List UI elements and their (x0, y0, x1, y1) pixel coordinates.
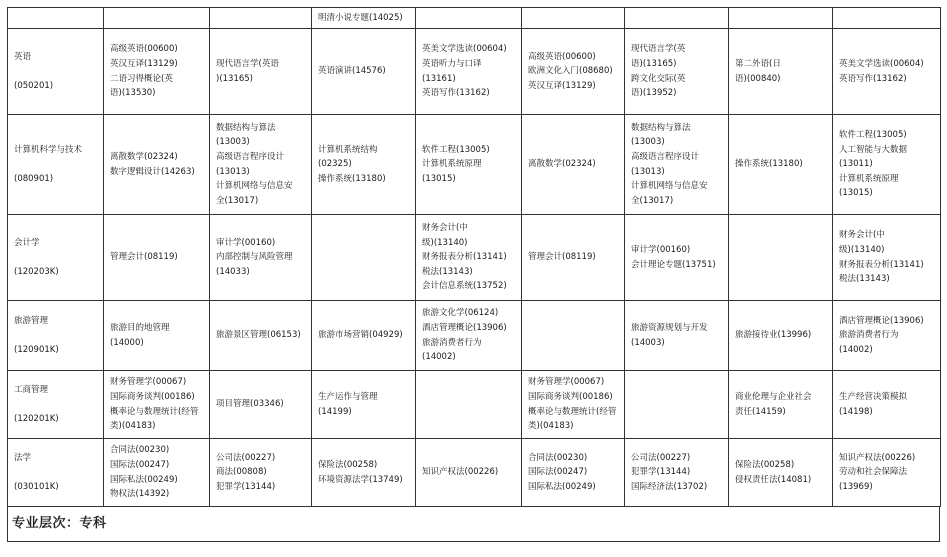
course-line: (13013) (216, 166, 250, 177)
course-cell (312, 301, 416, 371)
major-name: 工商管理 (14, 384, 49, 395)
course-line: 旅游景区管理(06153) (216, 330, 301, 341)
course-cell (522, 301, 625, 371)
course-line: (13015) (422, 173, 456, 184)
course-line: 知识产权法(00226) (839, 452, 916, 463)
table-row (8, 439, 941, 507)
course-line: 公司法(00227) (631, 452, 691, 463)
course-line: 会计理论专题(13751) (631, 259, 716, 270)
course-cell (833, 301, 941, 371)
course-line: 商业伦理与企业社会 (735, 391, 812, 402)
course-line: 财务会计(中 (839, 230, 885, 241)
course-line: 旅游文化学(06124) (422, 308, 499, 319)
course-line: 旅游市场营销(04929) (318, 330, 403, 341)
course-line: 现代语言学(英语 (216, 58, 279, 69)
course-line: 合同法(00230) (528, 452, 588, 463)
course-line: 类)(04183) (110, 421, 156, 432)
course-line: 知识产权法(00226) (422, 467, 499, 478)
major-code: (120201K) (14, 413, 59, 424)
course-cell (625, 371, 729, 439)
course-line: 明清小说专题(14025) (318, 12, 403, 23)
course-line: 国际私法(00249) (528, 481, 596, 492)
table-row (8, 215, 941, 301)
course-line: 概率论与数理统计(经管 (110, 406, 199, 417)
course-cell (522, 8, 625, 29)
course-cell (210, 8, 312, 29)
course-line: 英美文学选读(00604) (839, 58, 924, 69)
course-cell (522, 29, 625, 115)
course-line: 计算机网络与信息安 (216, 181, 293, 192)
course-line: 酒店管理概论(13906) (839, 315, 924, 326)
course-line: 高级语言程序设计 (216, 151, 285, 162)
course-line: 国际私法(00249) (110, 474, 178, 485)
course-line: 计算机网络与信息安 (631, 181, 708, 192)
course-line: 财务报表分析(13141) (839, 259, 924, 270)
course-line: 项目管理(03346) (216, 399, 284, 410)
course-line: 管理会计(08119) (110, 252, 178, 263)
course-cell (104, 215, 210, 301)
course-cell (729, 301, 833, 371)
course-line: 全(13017) (631, 195, 674, 206)
course-cell (210, 439, 312, 507)
course-line: 旅游资源规划与开发 (631, 322, 708, 333)
course-line: 离散数学(02324) (528, 159, 596, 170)
major-code: (030101K) (14, 481, 59, 492)
course-cell (104, 439, 210, 507)
course-cell (210, 215, 312, 301)
course-line: 语)(00840) (735, 73, 781, 84)
course-line: 财务报表分析(13141) (422, 252, 507, 263)
course-cell (522, 115, 625, 215)
course-line: 国际法(00247) (528, 467, 588, 478)
major-name: 计算机科学与技术 (14, 144, 83, 155)
course-line: 旅游消费者行为 (422, 337, 482, 348)
course-line: 犯罪学(13144) (216, 481, 276, 492)
footer-border-bottom (7, 541, 940, 542)
course-line: 级)(13140) (839, 244, 885, 255)
course-line: (13015) (839, 188, 873, 199)
course-cell (312, 115, 416, 215)
course-cell (210, 115, 312, 215)
table-row (8, 8, 941, 29)
course-line: (13003) (216, 137, 250, 148)
course-line: (14002) (839, 344, 873, 355)
course-cell (729, 439, 833, 507)
major-cell (8, 215, 104, 301)
course-line: (14002) (422, 352, 456, 363)
course-line: 高级英语(00600) (528, 51, 596, 62)
course-cell (416, 371, 522, 439)
major-name: 法学 (14, 452, 32, 463)
course-line: 保险法(00258) (735, 459, 795, 470)
course-line: 操作系统(13180) (318, 173, 386, 184)
course-cell (729, 29, 833, 115)
course-cell (729, 8, 833, 29)
course-cell (312, 215, 416, 301)
course-line: 国际经济法(13702) (631, 481, 708, 492)
course-line: 保险法(00258) (318, 459, 378, 470)
course-line: 内部控制与风险管理 (216, 252, 293, 263)
course-line: 生产运作与管理 (318, 391, 378, 402)
major-name: 会计学 (14, 237, 40, 248)
major-cell (8, 301, 104, 371)
course-cell (312, 439, 416, 507)
course-line: (14198) (839, 406, 873, 417)
course-line: 税法(13143) (422, 266, 473, 277)
course-line: 英汉互译(13129) (110, 58, 178, 69)
course-line: 语)(13952) (631, 88, 677, 99)
course-line: 旅游接待业(13996) (735, 330, 812, 341)
major-name: 旅游管理 (14, 315, 49, 326)
course-line: 旅游目的地管理 (110, 322, 170, 333)
major-cell (8, 8, 104, 29)
course-cell (833, 439, 941, 507)
course-line: 第二外语(日 (735, 58, 781, 69)
course-cell (416, 439, 522, 507)
footer-border-left (7, 506, 8, 542)
course-line: 全(13017) (216, 195, 259, 206)
course-line: (13161) (422, 73, 456, 84)
course-line: 人工智能与大数据 (839, 144, 908, 155)
footer-border-right (939, 506, 940, 542)
course-line: 现代语言学(英 (631, 44, 686, 55)
course-cell (416, 215, 522, 301)
course-line: 犯罪学(13144) (631, 467, 691, 478)
course-cell (625, 115, 729, 215)
course-line: 英美文学选读(00604) (422, 44, 507, 55)
course-line: (13969) (839, 481, 873, 492)
course-cell (833, 29, 941, 115)
course-line: (02325) (318, 159, 352, 170)
table-row (8, 371, 941, 439)
table-row (8, 115, 941, 215)
course-line: 审计学(00160) (216, 237, 276, 248)
course-cell (625, 215, 729, 301)
course-line: 英语听力与口译 (422, 58, 482, 69)
major-code: (120901K) (14, 344, 59, 355)
course-line: 国际商务谈判(00186) (528, 391, 613, 402)
course-line: 财务管理学(00067) (528, 377, 605, 388)
course-cell (104, 301, 210, 371)
level-label: 专业层次：专科 (12, 516, 107, 531)
course-cell (833, 215, 941, 301)
course-cell (312, 29, 416, 115)
course-line: )(13165) (216, 73, 253, 84)
course-cell (833, 115, 941, 215)
course-line: 生产经营决策模拟 (839, 391, 908, 402)
major-code: (050201) (14, 80, 54, 91)
major-cell (8, 29, 104, 115)
course-line: 环境资源法学(13749) (318, 474, 403, 485)
course-line: 欧洲文化入门(08680) (528, 66, 613, 77)
course-line: 商法(00808) (216, 467, 267, 478)
major-code: (080901) (14, 173, 54, 184)
course-line: 数据结构与算法 (216, 122, 276, 133)
course-line: (13011) (839, 159, 873, 170)
course-cell (416, 29, 522, 115)
course-cell (312, 371, 416, 439)
course-cell (625, 301, 729, 371)
course-cell (416, 115, 522, 215)
course-line: 数据结构与算法 (631, 122, 691, 133)
course-line: 英汉互译(13129) (528, 80, 596, 91)
course-cell (522, 215, 625, 301)
course-line: (13003) (631, 137, 665, 148)
course-line: 语)(13165) (631, 58, 677, 69)
course-line: 操作系统(13180) (735, 159, 803, 170)
course-cell (210, 301, 312, 371)
course-line: 软件工程(13005) (422, 144, 490, 155)
course-line: 高级语言程序设计 (631, 151, 700, 162)
course-line: 税法(13143) (839, 274, 890, 285)
course-cell (416, 301, 522, 371)
course-cell (729, 215, 833, 301)
course-line: 管理会计(08119) (528, 252, 596, 263)
course-cell (522, 371, 625, 439)
course-line: 责任(14159) (735, 406, 786, 417)
course-cell (625, 29, 729, 115)
major-cell (8, 115, 104, 215)
course-cell (104, 115, 210, 215)
course-line: 财务会计(中 (422, 223, 468, 234)
course-cell (312, 8, 416, 29)
course-line: 国际商务谈判(00186) (110, 391, 195, 402)
course-line: 软件工程(13005) (839, 130, 907, 141)
course-cell (104, 8, 210, 29)
course-cell (522, 439, 625, 507)
major-cell (8, 439, 104, 507)
course-line: 语)(13530) (110, 88, 156, 99)
course-line: 二语习得概论(英 (110, 73, 173, 84)
course-line: 类)(04183) (528, 421, 574, 432)
course-cell (729, 371, 833, 439)
course-line: 计算机系统结构 (318, 144, 378, 155)
course-line: 物权法(14392) (110, 489, 170, 500)
course-line: 计算机系统原理 (422, 159, 482, 170)
course-cell (729, 115, 833, 215)
major-name: 英语 (14, 51, 32, 62)
course-line: 审计学(00160) (631, 244, 691, 255)
course-cell (625, 8, 729, 29)
course-cell (833, 8, 941, 29)
course-line: 计算机系统原理 (839, 173, 899, 184)
major-code: (120203K) (14, 266, 59, 277)
course-line: 级)(13140) (422, 237, 468, 248)
course-line: (14000) (110, 337, 144, 348)
major-cell (8, 371, 104, 439)
course-line: 数字逻辑设计(14263) (110, 166, 195, 177)
course-line: 财务管理学(00067) (110, 377, 187, 388)
course-line: 英语写作(13162) (839, 73, 907, 84)
course-line: 英语写作(13162) (422, 88, 490, 99)
course-line: 跨文化交际(英 (631, 73, 686, 84)
course-cell (104, 371, 210, 439)
course-line: 公司法(00227) (216, 452, 276, 463)
table-row (8, 29, 941, 115)
course-line: (14003) (631, 337, 665, 348)
course-line: (14199) (318, 406, 352, 417)
course-cell (416, 8, 522, 29)
course-cell (210, 371, 312, 439)
course-line: 侵权责任法(14081) (735, 474, 812, 485)
course-line: 会计信息系统(13752) (422, 281, 507, 292)
course-line: 合同法(00230) (110, 445, 170, 456)
course-line: 劳动和社会保障法 (839, 467, 908, 478)
course-cell (833, 371, 941, 439)
course-line: 概率论与数理统计(经管 (528, 406, 617, 417)
course-line: (14033) (216, 266, 250, 277)
exam-schedule-table (7, 7, 941, 507)
course-line: 高级英语(00600) (110, 44, 178, 55)
course-line: 酒店管理概论(13906) (422, 322, 507, 333)
course-cell (210, 29, 312, 115)
course-cell (625, 439, 729, 507)
course-line: 旅游消费者行为 (839, 330, 899, 341)
course-line: 离散数学(02324) (110, 151, 178, 162)
course-line: 英语演讲(14576) (318, 66, 386, 77)
course-cell (104, 29, 210, 115)
course-line: (13013) (631, 166, 665, 177)
course-line: 国际法(00247) (110, 459, 170, 470)
table-row (8, 301, 941, 371)
